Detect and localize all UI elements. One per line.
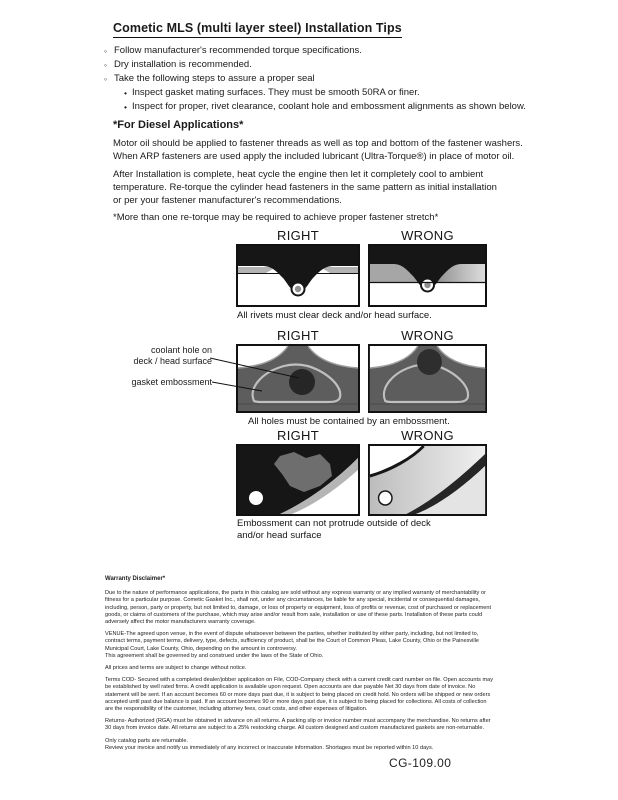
figure-side-labels [106,345,212,388]
disclaimer-paragraph [105,738,535,752]
gasket-embossment-label: gasket embossment [131,377,212,387]
paragraph-line: or per your fastener manufacturer's recommendations. [113,195,342,206]
list-item [104,44,526,58]
embossment-wrong-image [368,344,487,413]
wrong-label: WRONG [401,228,454,243]
hollow-bullet-icon: ◦ [104,74,108,84]
fineprint-line: contract terms, payment terms, delivery, type, defects, sufficiency of product, shall be the Court of Common Pleas, Lake County, Ohio or the Painesville [105,638,480,645]
right-label: RIGHT [277,228,319,243]
paragraph-line: After Installation is complete, heat cycle the engine then let it completely cool to ambient [113,169,484,180]
wrong-label: WRONG [401,328,454,343]
fineprint-line: be established by well rated firms. A credit application is available upon request. Open accounts are due payable Net 30 days from date of invoice. No [105,684,476,691]
list-item-text: Dry installation is recommended. [114,59,252,70]
figure-row-rivets [236,228,488,323]
list-item [104,72,526,86]
disclaimer-paragraph [105,665,535,672]
diesel-paragraph-1 [113,137,523,163]
figure-caption: All holes must be contained by an embossment. [248,416,450,427]
list-item-text: Take the following steps to assure a proper seal [114,73,315,84]
fineprint-line: Terms COD- Secured with a completed dealer/jobber application on File, COD-Company check with a current credit card number on file. Open accounts may [105,677,494,684]
list-item-text: Follow manufacturer's recommended torque specifications. [114,45,362,56]
coolant-hole-label [106,345,212,366]
list-item [104,86,526,100]
list-item-text: Inspect for proper, rivet clearance, coolant hole and embossment alignments as shown below. [132,101,526,112]
fineprint-line: Due to the nature of performance applications, the parts in this catalog are sold without any express warranty or any implied warranty of merchantability or [105,590,486,597]
disclaimer-paragraph [105,718,535,732]
label-line: coolant hole on [150,345,212,355]
fineprint-line: adversely affect the motor manufacturers warranty coverage. [105,619,256,626]
wrong-label: WRONG [401,428,454,443]
right-label: RIGHT [277,428,319,443]
list-item-text: Inspect gasket mating surfaces. They must be smooth 50RA or finer. [132,87,420,98]
figure-row-protrusion [236,428,488,546]
fineprint-line: fitness for a particular purpose. Cometic Gasket Inc., shall not, under any circumstances, be liable for any special, incidental or consequential damages, [105,597,480,604]
protrusion-right-image [236,444,360,516]
disclaimer-heading: Warranty Disclaimer* [105,576,166,582]
fineprint-line: statement will be sent. If an account becomes 60 or more days past due, it is subject to being placed on credit hold. No orders will be shipped or new orders [105,691,491,698]
catalog-page-code: CG-109.00 [389,756,452,770]
fineprint-line: goods, or claims of customers of the purchase, which may arise and/or result from sale, installation or use of these parts. Installation of these parts could [105,611,483,618]
fineprint-line: including, person, party or property, but not limited to, damage, or loss of property or equipment, loss of profits or revenue, cost of purchased or replacement [105,604,492,611]
fineprint-line: 30 days from invoice date. All returns are subject to a 25% restocking charge. All custom designed and custom manufactured gaskets are non-returnable. [105,725,485,732]
fineprint-line: are the responsibility of the customer, including attorney fees, court costs, and other expenses of litigation. [105,706,368,713]
leader-lines [205,348,310,398]
disclaimer-paragraph [105,590,535,626]
hollow-bullet-icon: ◦ [104,60,108,70]
fineprint-line: Review your invoice and notify us immediately of any incorrect or inaccurate information. Shortages must be reported within 10 days. [105,744,434,751]
fineprint-line: All prices and terms are subject to change without notice. [105,665,247,672]
hollow-bullet-icon: ◦ [104,46,108,56]
figure-caption [237,518,447,541]
retorque-note: *More than one re-torque may be required to achieve proper fastener stretch* [113,212,439,223]
caption-line: and/or head surface [237,529,322,541]
list-item [104,58,526,72]
list-item [104,100,526,114]
label-line: deck / head surface [133,355,212,366]
fineprint-line: accepted until past due balance is paid. If an account becomes 90 or more days past due, it is subject to being placed for collections. All costs of collection [105,698,487,705]
rivet-wrong-image [368,244,487,307]
rivet-right-image [236,244,360,307]
diesel-paragraph-2 [113,168,497,207]
diesel-heading: *For Diesel Applications* [113,119,244,131]
figure-caption: All rivets must clear deck and/or head surface. [237,310,432,321]
fineprint-line: Only catalog parts are returnable. [105,737,189,744]
paragraph-line: temperature. Re-torque the cylinder head fasteners in the same pattern as initial installation [113,182,497,193]
caption-line: Embossment can not protrude outside of deck [237,518,431,529]
paragraph-line: Motor oil should be applied to fastener threads as well as top and bottom of the fastener washers. [113,138,523,149]
paragraph-line: When ARP fasteners are used apply the included lubricant (Ultra-Torque®) in place of motor oil. [113,151,515,162]
tips-list [104,44,526,114]
fineprint-line: VENUE-The agreed upon venue, in the event of dispute whatsoever between the parties, whether instituted by either party, including, but not limited to, [105,631,479,638]
bullet-icon: • [124,88,127,98]
fineprint-line: This agreement shall be governed by and construed under the laws of the State of Ohio. [105,652,324,659]
fineprint-line: Returns- Authorized (RGA) must be obtained in advance on all returns. A packing slip or invoice number must accompany the merchandise. No returns after [105,718,491,725]
fineprint-line: Municipal Court, Lake County, Ohio, depending on the amount in controversy. [105,645,297,652]
disclaimer-paragraph [105,631,535,660]
page-title: Cometic MLS (multi layer steel) Installation Tips [113,21,402,38]
protrusion-wrong-image [368,444,487,516]
bullet-icon: • [124,102,127,112]
warranty-disclaimer [105,576,535,757]
disclaimer-paragraph [105,677,535,713]
right-label: RIGHT [277,328,319,343]
